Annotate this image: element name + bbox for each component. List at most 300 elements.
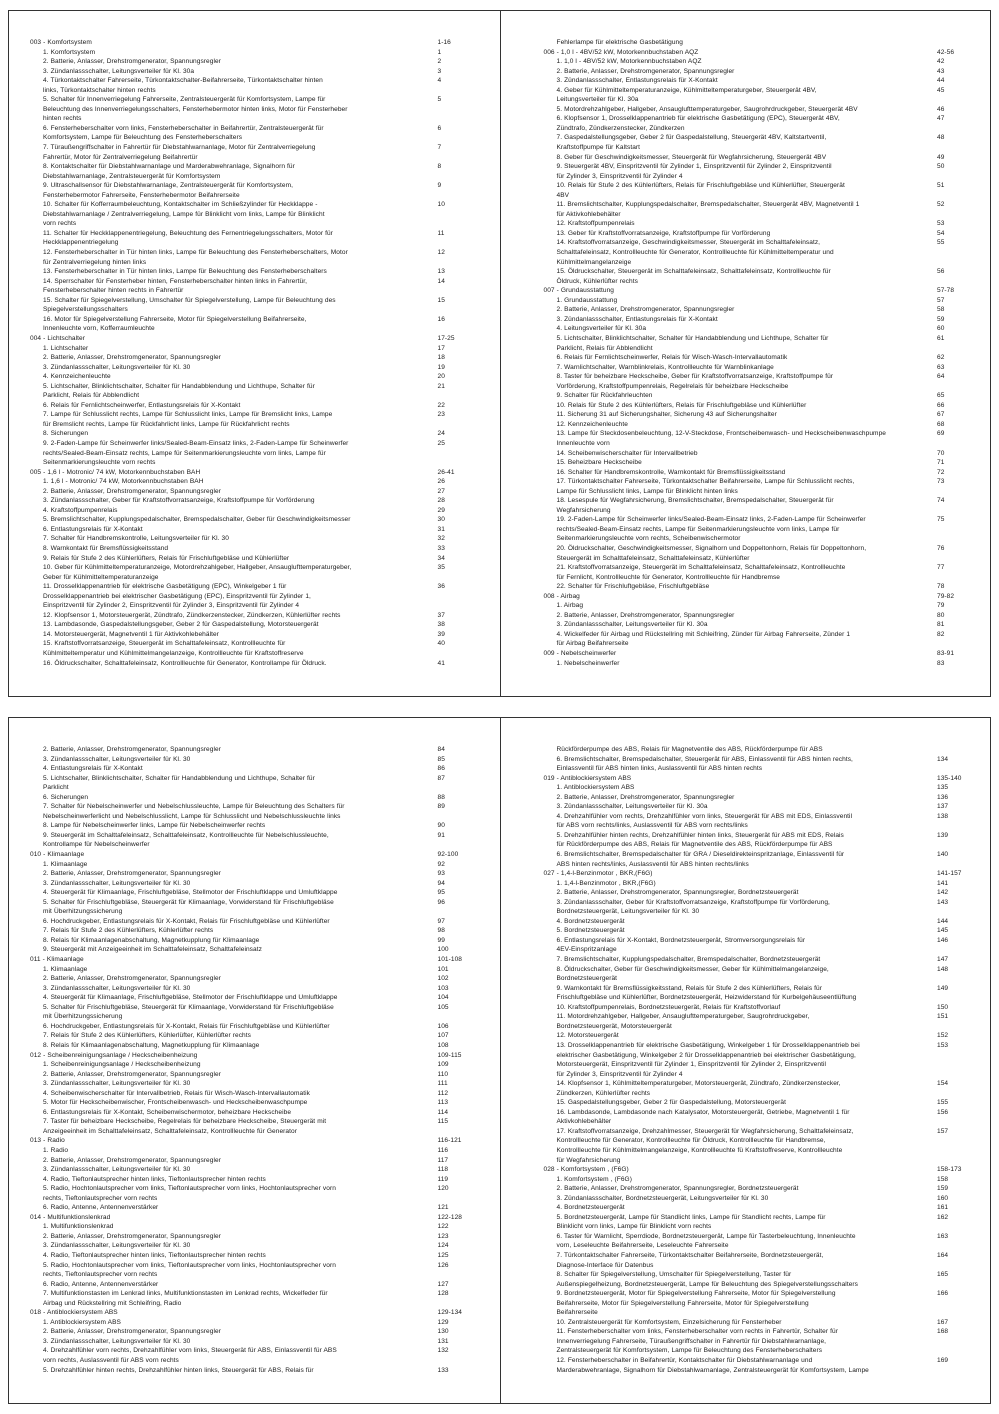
toc-entry-row[interactable] — [30, 477, 478, 487]
toc-entry-row[interactable] — [30, 793, 478, 803]
toc-entry-row[interactable] — [544, 506, 978, 516]
toc-entry-row[interactable] — [30, 534, 478, 544]
toc-entry-row[interactable] — [30, 1356, 478, 1366]
toc-entry-row[interactable] — [544, 1232, 978, 1242]
entry-label: Lampe für Schlusslicht links, Lampe für Blinklicht hinten links — [556, 487, 738, 495]
toc-entry-row[interactable] — [544, 267, 978, 277]
toc-entry-row[interactable] — [544, 1156, 978, 1166]
toc-entry-row[interactable] — [544, 210, 978, 220]
toc-entry-row[interactable] — [544, 334, 978, 344]
toc-section-row[interactable] — [544, 286, 978, 296]
toc-entry-row[interactable] — [544, 534, 978, 544]
toc-entry-row[interactable] — [30, 1012, 478, 1022]
toc-entry-row[interactable] — [30, 582, 478, 592]
toc-entry-row[interactable] — [30, 993, 478, 1003]
entry-label: 003 - Komfortsystem — [30, 39, 92, 46]
toc-entry-row[interactable] — [30, 449, 478, 459]
toc-entry-row[interactable] — [544, 544, 978, 554]
entry-label: Heckklappenentriegelung — [43, 239, 119, 247]
toc-entry-row[interactable] — [30, 1079, 478, 1089]
toc-entry-row[interactable] — [30, 1327, 478, 1337]
toc-entry-row[interactable] — [544, 850, 978, 860]
toc-entry-row[interactable] — [30, 1146, 478, 1156]
toc-entry-row[interactable] — [30, 391, 478, 401]
toc-entry-row[interactable] — [544, 840, 978, 850]
toc-entry-row[interactable] — [30, 659, 478, 669]
toc-entry-row[interactable] — [30, 143, 478, 153]
toc-entry-row[interactable] — [544, 764, 978, 774]
toc-entry-row[interactable] — [544, 831, 978, 841]
toc-entry-row[interactable] — [30, 630, 478, 640]
entry-label: 16. Lambdasonde, Lambdasonde nach Katalysator, Motorsteuergerät, Getriebe, Magnetventil 1 für — [556, 1108, 850, 1116]
entry-page-number: 161 — [937, 1204, 949, 1212]
toc-entry-row[interactable] — [30, 888, 478, 898]
toc-entry-row[interactable] — [544, 888, 978, 898]
toc-entry-row[interactable] — [544, 745, 978, 755]
toc-entry-row[interactable] — [544, 860, 978, 870]
toc-entry-row[interactable] — [544, 1194, 978, 1204]
toc-entry-row[interactable] — [544, 200, 978, 210]
toc-entry-row[interactable] — [544, 76, 978, 86]
toc-entry-row[interactable] — [30, 774, 478, 784]
toc-entry-row[interactable] — [30, 1184, 478, 1194]
toc-entry-row[interactable] — [544, 936, 978, 946]
toc-entry-row[interactable] — [30, 639, 478, 649]
toc-entry-row[interactable] — [30, 1175, 478, 1185]
toc-entry-row[interactable] — [544, 86, 978, 96]
toc-section-row[interactable] — [30, 1136, 478, 1146]
toc-entry-row[interactable] — [30, 48, 478, 58]
toc-entry-row[interactable] — [544, 1031, 978, 1041]
toc-entry-row[interactable] — [544, 439, 978, 449]
toc-entry-row[interactable] — [30, 984, 478, 994]
toc-entry-row[interactable] — [544, 783, 978, 793]
entry-label: Blinklicht vorn links, Lampe für Blinklicht vorn rechts — [556, 1223, 712, 1231]
toc-entry-row[interactable] — [544, 965, 978, 975]
toc-entry-row[interactable] — [544, 133, 978, 143]
toc-entry-row[interactable] — [544, 315, 978, 325]
entry-page-number: 144 — [937, 917, 949, 925]
toc-entry-row[interactable] — [544, 372, 978, 382]
toc-entry-row[interactable] — [544, 1041, 978, 1051]
toc-entry-row[interactable] — [30, 315, 478, 325]
entry-label: 5. Drehzahlfühler hinten rechts, Drehzahlfühler hinten links, Steuergerät für ABS mit EDS, Relais — [556, 831, 844, 839]
toc-section-row[interactable] — [30, 1308, 478, 1318]
toc-entry-row[interactable] — [544, 812, 978, 822]
toc-entry-row[interactable] — [30, 649, 478, 659]
toc-entry-row[interactable] — [544, 105, 978, 115]
toc-entry-row[interactable] — [30, 1127, 478, 1137]
toc-entry-row[interactable] — [30, 840, 478, 850]
toc-entry-row[interactable] — [544, 420, 978, 430]
entry-page-number: 64 — [937, 373, 945, 381]
toc-entry-row[interactable] — [30, 1108, 478, 1118]
toc-entry-row[interactable] — [544, 1261, 978, 1271]
toc-entry-row[interactable] — [30, 105, 478, 115]
toc-entry-row[interactable] — [544, 755, 978, 765]
toc-entry-row[interactable] — [544, 639, 978, 649]
entry-label: elektrischer Gasbetätigung, Winkelgeber 2 für Drosselklappenantrieb bei elektrischer Gasbetätigung, — [556, 1051, 856, 1059]
toc-entry-row[interactable] — [30, 869, 478, 879]
toc-entry-row[interactable] — [544, 1098, 978, 1108]
entry-label: 7. Multifunktionstasten im Lenkrad links, Multifunktionstasten im Lenkrad rechts, Wickelfeder für — [43, 1290, 328, 1298]
toc-entry-row[interactable] — [30, 802, 478, 812]
toc-entry-row[interactable] — [544, 611, 978, 621]
toc-entry-row[interactable] — [30, 1060, 478, 1070]
toc-entry-row[interactable] — [30, 353, 478, 363]
toc-entry-row[interactable] — [544, 879, 978, 889]
toc-entry-row[interactable] — [544, 793, 978, 803]
toc-entry-row[interactable] — [544, 153, 978, 163]
toc-entry-row[interactable] — [30, 831, 478, 841]
toc-entry-row[interactable] — [30, 267, 478, 277]
toc-section-row[interactable] — [544, 48, 978, 58]
entry-page-number: 17-25 — [437, 334, 455, 342]
toc-entry-row[interactable] — [544, 67, 978, 77]
toc-section-row[interactable] — [30, 955, 478, 965]
toc-entry-row[interactable] — [30, 238, 478, 248]
toc-entry-row[interactable] — [30, 1194, 478, 1204]
toc-entry-row[interactable] — [544, 1346, 978, 1356]
toc-entry-row[interactable] — [30, 210, 478, 220]
toc-entry-row[interactable] — [544, 468, 978, 478]
toc-entry-row[interactable] — [30, 258, 478, 268]
toc-entry-row[interactable] — [544, 1136, 978, 1146]
entry-page-number: 29 — [437, 506, 445, 514]
toc-entry-row[interactable] — [544, 1003, 978, 1013]
entry-page-number: 109-115 — [437, 1051, 462, 1059]
toc-entry-row[interactable] — [544, 898, 978, 908]
toc-entry-row[interactable] — [30, 860, 478, 870]
toc-entry-row[interactable] — [544, 1280, 978, 1290]
toc-entry-row[interactable] — [30, 515, 478, 525]
toc-entry-row[interactable] — [30, 1280, 478, 1290]
toc-entry-row[interactable] — [544, 974, 978, 984]
toc-entry-row[interactable] — [30, 1232, 478, 1242]
toc-entry-row[interactable] — [30, 812, 478, 822]
toc-entry-row[interactable] — [30, 76, 478, 86]
toc-entry-row[interactable] — [30, 95, 478, 105]
toc-entry-row[interactable] — [30, 133, 478, 143]
toc-entry-row[interactable] — [544, 620, 978, 630]
toc-entry-row[interactable] — [544, 477, 978, 487]
toc-entry-row[interactable] — [30, 1289, 478, 1299]
toc-entry-row[interactable] — [544, 429, 978, 439]
entry-page-number: 26-41 — [437, 468, 455, 476]
toc-entry-row[interactable] — [544, 181, 978, 191]
toc-entry-row[interactable] — [544, 410, 978, 420]
toc-entry-row[interactable] — [30, 1261, 478, 1271]
toc-entry-row[interactable] — [30, 1299, 478, 1309]
toc-entry-row[interactable] — [544, 1175, 978, 1185]
toc-entry-row[interactable] — [544, 821, 978, 831]
toc-entry-row[interactable] — [544, 1289, 978, 1299]
toc-entry-row[interactable] — [30, 1041, 478, 1051]
toc-entry-row[interactable] — [30, 917, 478, 927]
toc-entry-row[interactable] — [30, 1346, 478, 1356]
toc-section-row[interactable] — [30, 1213, 478, 1223]
toc-entry-row[interactable] — [544, 659, 978, 669]
toc-entry-row[interactable] — [30, 755, 478, 765]
toc-entry-row[interactable] — [30, 191, 478, 201]
entry-label: 2. Batterie, Anlasser, Drehstromgenerator, Spannungsregler — [556, 67, 735, 75]
toc-entry-row[interactable] — [30, 1022, 478, 1032]
toc-entry-row[interactable] — [30, 286, 478, 296]
toc-entry-row[interactable] — [30, 420, 478, 430]
toc-entry-row[interactable] — [30, 1203, 478, 1213]
entry-label: 1. Antiblockiersystem ABS — [43, 1318, 121, 1326]
toc-entry-row[interactable] — [544, 554, 978, 564]
toc-entry-row[interactable] — [544, 305, 978, 315]
toc-entry-row[interactable] — [544, 487, 978, 497]
toc-entry-row[interactable] — [544, 1079, 978, 1089]
toc-section-row[interactable] — [30, 850, 478, 860]
toc-entry-row[interactable] — [544, 1356, 978, 1366]
entry-label: 14. Sperrschalter für Fensterheber hinten, Fensterheberschalter hinten links in Fahrertür, — [43, 277, 307, 285]
toc-entry-row[interactable] — [544, 238, 978, 248]
entry-label: 011 - Klimaanlage — [30, 956, 84, 964]
toc-entry-row[interactable] — [544, 124, 978, 134]
toc-entry-row[interactable] — [30, 439, 478, 449]
toc-entry-row[interactable] — [30, 67, 478, 77]
toc-entry-row[interactable] — [30, 172, 478, 182]
toc-entry-row[interactable] — [544, 162, 978, 172]
toc-section-row[interactable] — [544, 649, 978, 659]
toc-entry-row[interactable] — [544, 219, 978, 229]
toc-entry-row[interactable] — [30, 1251, 478, 1261]
toc-entry-row[interactable] — [30, 965, 478, 975]
toc-entry-row[interactable] — [30, 153, 478, 163]
toc-entry-row[interactable] — [544, 955, 978, 965]
toc-entry-row[interactable] — [30, 573, 478, 583]
toc-entry-row[interactable] — [544, 143, 978, 153]
toc-entry-row[interactable] — [544, 1117, 978, 1127]
toc-entry-row[interactable] — [544, 1127, 978, 1137]
toc-entry-row[interactable] — [544, 802, 978, 812]
toc-entry-row[interactable] — [544, 324, 978, 334]
toc-entry-row[interactable] — [544, 1146, 978, 1156]
toc-entry-row[interactable] — [30, 1222, 478, 1232]
toc-entry-row[interactable] — [544, 1184, 978, 1194]
toc-entry-row[interactable] — [30, 544, 478, 554]
toc-section-row[interactable] — [544, 869, 978, 879]
toc-entry-row[interactable] — [544, 601, 978, 611]
toc-entry-row[interactable] — [544, 1213, 978, 1223]
toc-entry-row[interactable] — [30, 296, 478, 306]
toc-entry-row[interactable] — [544, 1222, 978, 1232]
toc-entry-row[interactable] — [30, 1241, 478, 1251]
toc-entry-row[interactable] — [30, 401, 478, 411]
entry-label: 1. Multifunktionslenkrad — [43, 1223, 114, 1231]
toc-entry-row[interactable] — [30, 898, 478, 908]
toc-entry-row[interactable] — [544, 1337, 978, 1347]
toc-entry-row[interactable] — [544, 391, 978, 401]
toc-entry-row[interactable] — [544, 1022, 978, 1032]
entry-label: 1. 1,6 l - Motronic/ 74 kW, Motorkennbuchstaben BAH — [43, 478, 204, 486]
toc-entry-row[interactable] — [30, 277, 478, 287]
entry-label: für Rückförderpumpe des ABS, Relais für Magnetventile des ABS, Rückförderpumpe für ABS — [556, 841, 833, 849]
toc-entry-row[interactable] — [30, 1156, 478, 1166]
toc-entry-row[interactable] — [30, 410, 478, 420]
toc-entry-row[interactable] — [30, 229, 478, 239]
toc-entry-row[interactable] — [30, 945, 478, 955]
toc-entry-row[interactable] — [30, 181, 478, 191]
entry-label: Schalttafeleinsatz, Kontrollleuchte für Generator, Kontrollleuchte für Kühlmitteltemperatur und — [556, 249, 834, 257]
toc-entry-row[interactable] — [544, 1089, 978, 1099]
toc-entry-row[interactable] — [30, 611, 478, 621]
toc-entry-row[interactable] — [544, 172, 978, 182]
toc-entry-row[interactable] — [30, 1270, 478, 1280]
toc-entry-row[interactable] — [30, 344, 478, 354]
toc-entry-row[interactable] — [30, 1003, 478, 1013]
toc-entry-row[interactable] — [544, 945, 978, 955]
toc-entry-row[interactable] — [544, 563, 978, 573]
toc-entry-row[interactable] — [30, 305, 478, 315]
toc-entry-row[interactable] — [30, 783, 478, 793]
toc-entry-row[interactable] — [544, 525, 978, 535]
toc-section-row[interactable] — [544, 592, 978, 602]
entry-page-number: 109 — [437, 1061, 449, 1069]
toc-entry-row[interactable] — [30, 487, 478, 497]
toc-entry-row[interactable] — [30, 1337, 478, 1347]
toc-entry-row[interactable] — [544, 1051, 978, 1061]
toc-entry-row[interactable] — [30, 1070, 478, 1080]
toc-entry-row[interactable] — [30, 506, 478, 516]
toc-entry-row[interactable] — [544, 114, 978, 124]
toc-entry-row[interactable] — [544, 57, 978, 67]
toc-entry-row[interactable] — [30, 1165, 478, 1175]
entry-label: 9. Schalter für Rückfahrleuchten — [556, 392, 653, 400]
toc-entry-row[interactable] — [544, 1318, 978, 1328]
entry-label: Anzeigeeinheit im Schalttafeleinsatz, Schalttafeleinsatz, Kontrollleuchte für Generator — [43, 1127, 297, 1135]
toc-entry-row[interactable] — [30, 1031, 478, 1041]
entry-label: 8. Kontaktschalter für Diebstahlwarnanlage und Marderabwehranlage, Signalhorn für — [43, 163, 295, 171]
toc-entry-row[interactable] — [544, 515, 978, 525]
entry-label: für Zylinder 3, Einspritzventil für Zylinder 4 — [556, 172, 683, 180]
toc-entry-row[interactable] — [544, 984, 978, 994]
toc-entry-row[interactable] — [30, 363, 478, 373]
toc-entry-row[interactable] — [30, 907, 478, 917]
toc-entry-row[interactable] — [30, 114, 478, 124]
entry-label: 6. Entlastungsrelais für X-Kontakt, Bordnetzsteuergerät, Stromversorgungsrelais für — [556, 936, 806, 944]
toc-entry-row[interactable] — [544, 1012, 978, 1022]
toc-entry-row[interactable] — [544, 229, 978, 239]
toc-entry-row[interactable] — [30, 745, 478, 755]
toc-entry-row[interactable] — [544, 907, 978, 917]
toc-entry-row[interactable] — [544, 1308, 978, 1318]
toc-entry-row[interactable] — [544, 1108, 978, 1118]
toc-entry-row[interactable] — [30, 200, 478, 210]
toc-entry-row[interactable] — [544, 1366, 978, 1376]
toc-entry-row[interactable] — [30, 926, 478, 936]
toc-section-row[interactable] — [30, 468, 478, 478]
toc-entry-row[interactable] — [30, 601, 478, 611]
toc-entry-row[interactable] — [544, 363, 978, 373]
toc-entry-row[interactable] — [544, 1070, 978, 1080]
toc-entry-row[interactable] — [544, 1060, 978, 1070]
toc-entry-row[interactable] — [30, 372, 478, 382]
toc-entry-row[interactable] — [544, 277, 978, 287]
toc-entry-row[interactable] — [30, 1117, 478, 1127]
toc-entry-row[interactable] — [544, 917, 978, 927]
entry-label: 8. Sicherungen — [43, 430, 89, 438]
toc-section-row[interactable] — [30, 38, 478, 48]
toc-entry-row[interactable] — [544, 926, 978, 936]
toc-entry-row[interactable] — [30, 57, 478, 67]
toc-entry-row[interactable] — [30, 1366, 478, 1376]
toc-entry-row[interactable] — [544, 496, 978, 506]
toc-entry-row[interactable] — [544, 1327, 978, 1337]
entry-label: 10. Kraftstoffpumpenrelais, Bordnetzsteuergerät, Relais für Kraftstoffvorlauf — [556, 1003, 781, 1011]
toc-entry-row[interactable] — [544, 1299, 978, 1309]
toc-entry-row[interactable] — [544, 993, 978, 1003]
toc-entry-row[interactable] — [544, 630, 978, 640]
toc-entry-row[interactable] — [544, 38, 978, 48]
toc-entry-row[interactable] — [544, 353, 978, 363]
toc-entry-row[interactable] — [544, 382, 978, 392]
toc-entry-row[interactable] — [30, 525, 478, 535]
toc-entry-row[interactable] — [30, 592, 478, 602]
entry-page-number: 1-16 — [437, 39, 451, 46]
toc-entry-row[interactable] — [30, 1089, 478, 1099]
toc-entry-row[interactable] — [544, 344, 978, 354]
toc-entry-row[interactable] — [544, 258, 978, 268]
toc-entry-row[interactable] — [30, 554, 478, 564]
toc-entry-row[interactable] — [544, 401, 978, 411]
toc-entry-row[interactable] — [544, 1241, 978, 1251]
toc-entry-row[interactable] — [544, 191, 978, 201]
toc-entry-row[interactable] — [30, 879, 478, 889]
toc-entry-row[interactable] — [30, 620, 478, 630]
toc-entry-row[interactable] — [30, 124, 478, 134]
toc-entry-row[interactable] — [30, 382, 478, 392]
entry-label: 013 - Radio — [30, 1137, 65, 1145]
toc-entry-row[interactable] — [544, 582, 978, 592]
toc-entry-row[interactable] — [30, 764, 478, 774]
toc-entry-row[interactable] — [30, 936, 478, 946]
toc-entry-row[interactable] — [544, 1270, 978, 1280]
toc-entry-row[interactable] — [544, 95, 978, 105]
toc-entry-row[interactable] — [544, 449, 978, 459]
toc-entry-row[interactable] — [30, 974, 478, 984]
toc-entry-row[interactable] — [30, 821, 478, 831]
toc-entry-row[interactable] — [544, 296, 978, 306]
toc-entry-row[interactable] — [30, 563, 478, 573]
toc-entry-row[interactable] — [544, 1251, 978, 1261]
toc-entry-row[interactable] — [544, 573, 978, 583]
toc-entry-row[interactable] — [30, 324, 478, 334]
toc-entry-row[interactable] — [544, 458, 978, 468]
toc-section-row[interactable] — [30, 1051, 478, 1061]
entry-label: 4. Scheibenwischerschalter für Intervallbetrieb, Relais für Wisch-Wasch-Intervallautomatik — [43, 1089, 310, 1097]
toc-entry-row[interactable] — [30, 86, 478, 96]
toc-entry-row[interactable] — [544, 1203, 978, 1213]
toc-section-row[interactable] — [544, 1165, 978, 1175]
toc-entry-row[interactable] — [30, 162, 478, 172]
toc-entry-row[interactable] — [30, 248, 478, 258]
toc-entry-row[interactable] — [30, 429, 478, 439]
toc-entry-row[interactable] — [30, 219, 478, 229]
entry-page-number: 41 — [437, 659, 445, 667]
toc-entry-row[interactable] — [544, 248, 978, 258]
toc-section-row[interactable] — [30, 334, 478, 344]
toc-section-row[interactable] — [544, 774, 978, 784]
toc-entry-row[interactable] — [30, 496, 478, 506]
toc-entry-row[interactable] — [30, 458, 478, 468]
toc-entry-row[interactable] — [30, 1098, 478, 1108]
entry-page-number: 143 — [937, 898, 949, 906]
toc-entry-row[interactable] — [30, 1318, 478, 1328]
